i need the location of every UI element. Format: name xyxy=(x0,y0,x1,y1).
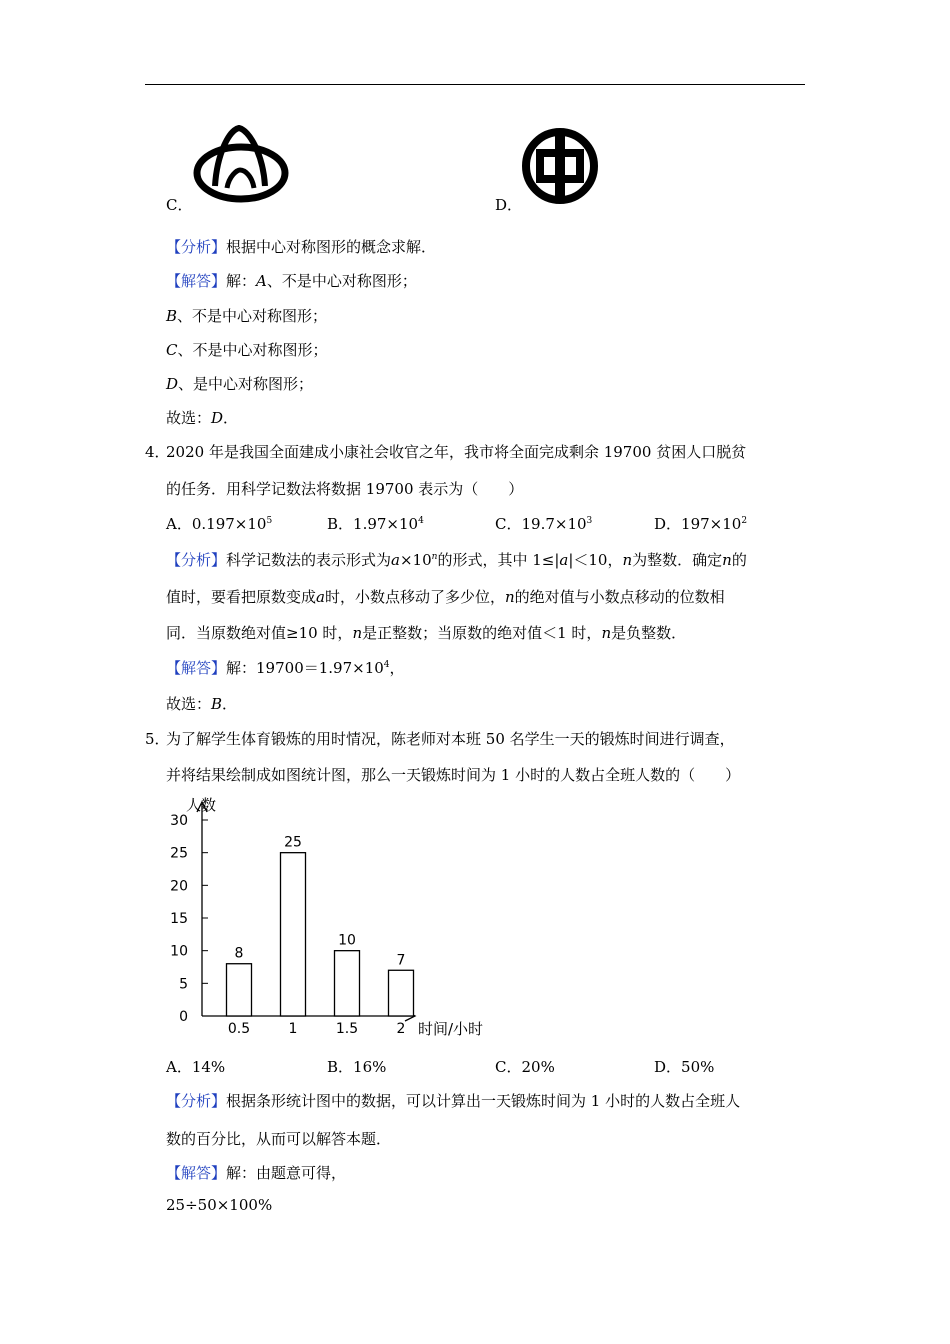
q5-option-a: A．14% xyxy=(166,1058,226,1076)
q5-option-b: B．16% xyxy=(327,1058,387,1076)
q3-analysis xyxy=(166,236,436,257)
bar xyxy=(335,951,360,1016)
q5-formula: 25÷50×100% xyxy=(166,1196,273,1214)
y-axis-label: 人数 xyxy=(186,796,217,814)
option-c-label: C． xyxy=(166,196,193,214)
q5-number: 5． xyxy=(145,730,170,748)
x-tick-label: 1.5 xyxy=(335,1021,359,1037)
analysis-tag: 【分析】 xyxy=(166,238,227,256)
bar-data-label: 7 xyxy=(396,952,406,969)
bar-data-label: 8 xyxy=(234,945,244,962)
q4-option-a: A．$0.197\times 10^5$ xyxy=(166,515,273,533)
option-d-logo-image xyxy=(519,126,601,206)
bar-chart xyxy=(160,790,500,1045)
q3-line-d: D、是中心对称图形； xyxy=(166,375,314,393)
bar xyxy=(227,964,252,1016)
q4-stem-line2: 的任务．用科学记数法将数据 19700 表示为（ ） xyxy=(166,480,524,498)
q4-option-c: C．$19.7\times 10^3$ xyxy=(495,515,593,533)
q3-choose: 故选：D． xyxy=(166,409,239,427)
q5-option-d: D．50% xyxy=(654,1058,715,1076)
answer-tag: 【解答】 xyxy=(166,272,227,290)
q4-option-b: B．$1.97\times 10^4$ xyxy=(327,515,424,533)
bar xyxy=(389,970,414,1016)
y-tick-label: 5 xyxy=(179,976,188,993)
y-tick-label: 25 xyxy=(170,845,188,862)
q3-line-b: B、不是中心对称图形； xyxy=(166,307,328,325)
y-tick-label: 15 xyxy=(170,911,188,927)
q4-option-d: D．$197\times 10^2$ xyxy=(654,515,748,533)
header-rule xyxy=(145,84,805,85)
y-tick-label: 0 xyxy=(179,1009,188,1025)
x-axis-label: 时间/小时 xyxy=(418,1020,484,1038)
option-d-label: D． xyxy=(495,196,523,214)
q5-analysis-line2: 数的百分比，从而可以解答本题． xyxy=(166,1130,392,1148)
bar-data-label: 10 xyxy=(338,932,356,949)
q4-analysis-line2: 值时，要看把原数变成a时，小数点移动了多少位，n的绝对值与小数点移动的位数相 xyxy=(166,588,725,606)
analysis-text: 根据中心对称图形的概念求解． xyxy=(226,238,437,256)
bar-data-label: 25 xyxy=(284,834,302,851)
bar xyxy=(281,853,306,1016)
q4-stem-line1: 2020 年是我国全面建成小康社会收官之年，我市将全面完成剩余 19700 贫困人口脱贫 xyxy=(166,443,747,461)
q5-stem-line1: 为了解学生体育锻炼的用时情况，陈老师对本班 50 名学生一天的锻炼时间进行调查， xyxy=(166,730,735,748)
q3-line-c: C、不是中心对称图形； xyxy=(166,341,328,359)
y-tick-label: 30 xyxy=(170,813,188,829)
x-tick-label: 2 xyxy=(396,1021,406,1037)
q5-analysis-line1: 【分析】根据条形统计图中的数据，可以计算出一天锻炼时间为 1 小时的人数占全班人 xyxy=(166,1092,741,1110)
y-tick-label: 10 xyxy=(170,943,188,960)
chart-x-ticks xyxy=(228,1021,406,1037)
q4-analysis-line1: 【分析】科学记数法的表示形式为$a\times 10^n$的形式，其中 1≤|a|＜10，n为整数．确定n的 xyxy=(166,551,747,569)
q5-answer: 【解答】解：由题意可得， xyxy=(166,1164,347,1182)
q4-answer: 【解答】解：$19700=1.97\times 10^4$， xyxy=(166,659,405,677)
q4-number: 4． xyxy=(145,443,170,461)
q3-answer: 【解答】解：A、不是中心对称图形； xyxy=(166,272,417,290)
x-tick-label: 0.5 xyxy=(227,1021,251,1037)
option-c-logo-image xyxy=(193,124,293,204)
y-tick-label: 20 xyxy=(170,878,188,895)
q4-choose: 故选：B． xyxy=(166,695,238,713)
chart-bars xyxy=(227,835,414,1016)
x-tick-label: 1 xyxy=(288,1021,298,1037)
q5-stem-line2: 并将结果绘制成如图统计图，那么一天锻炼时间为 1 小时的人数占全班人数的（ ） xyxy=(166,766,741,784)
q5-option-c: C．20% xyxy=(495,1058,555,1076)
q4-analysis-line3: 同．当原数绝对值≥10 时，n是正整数；当原数的绝对值＜1 时，n是负整数． xyxy=(166,624,687,642)
